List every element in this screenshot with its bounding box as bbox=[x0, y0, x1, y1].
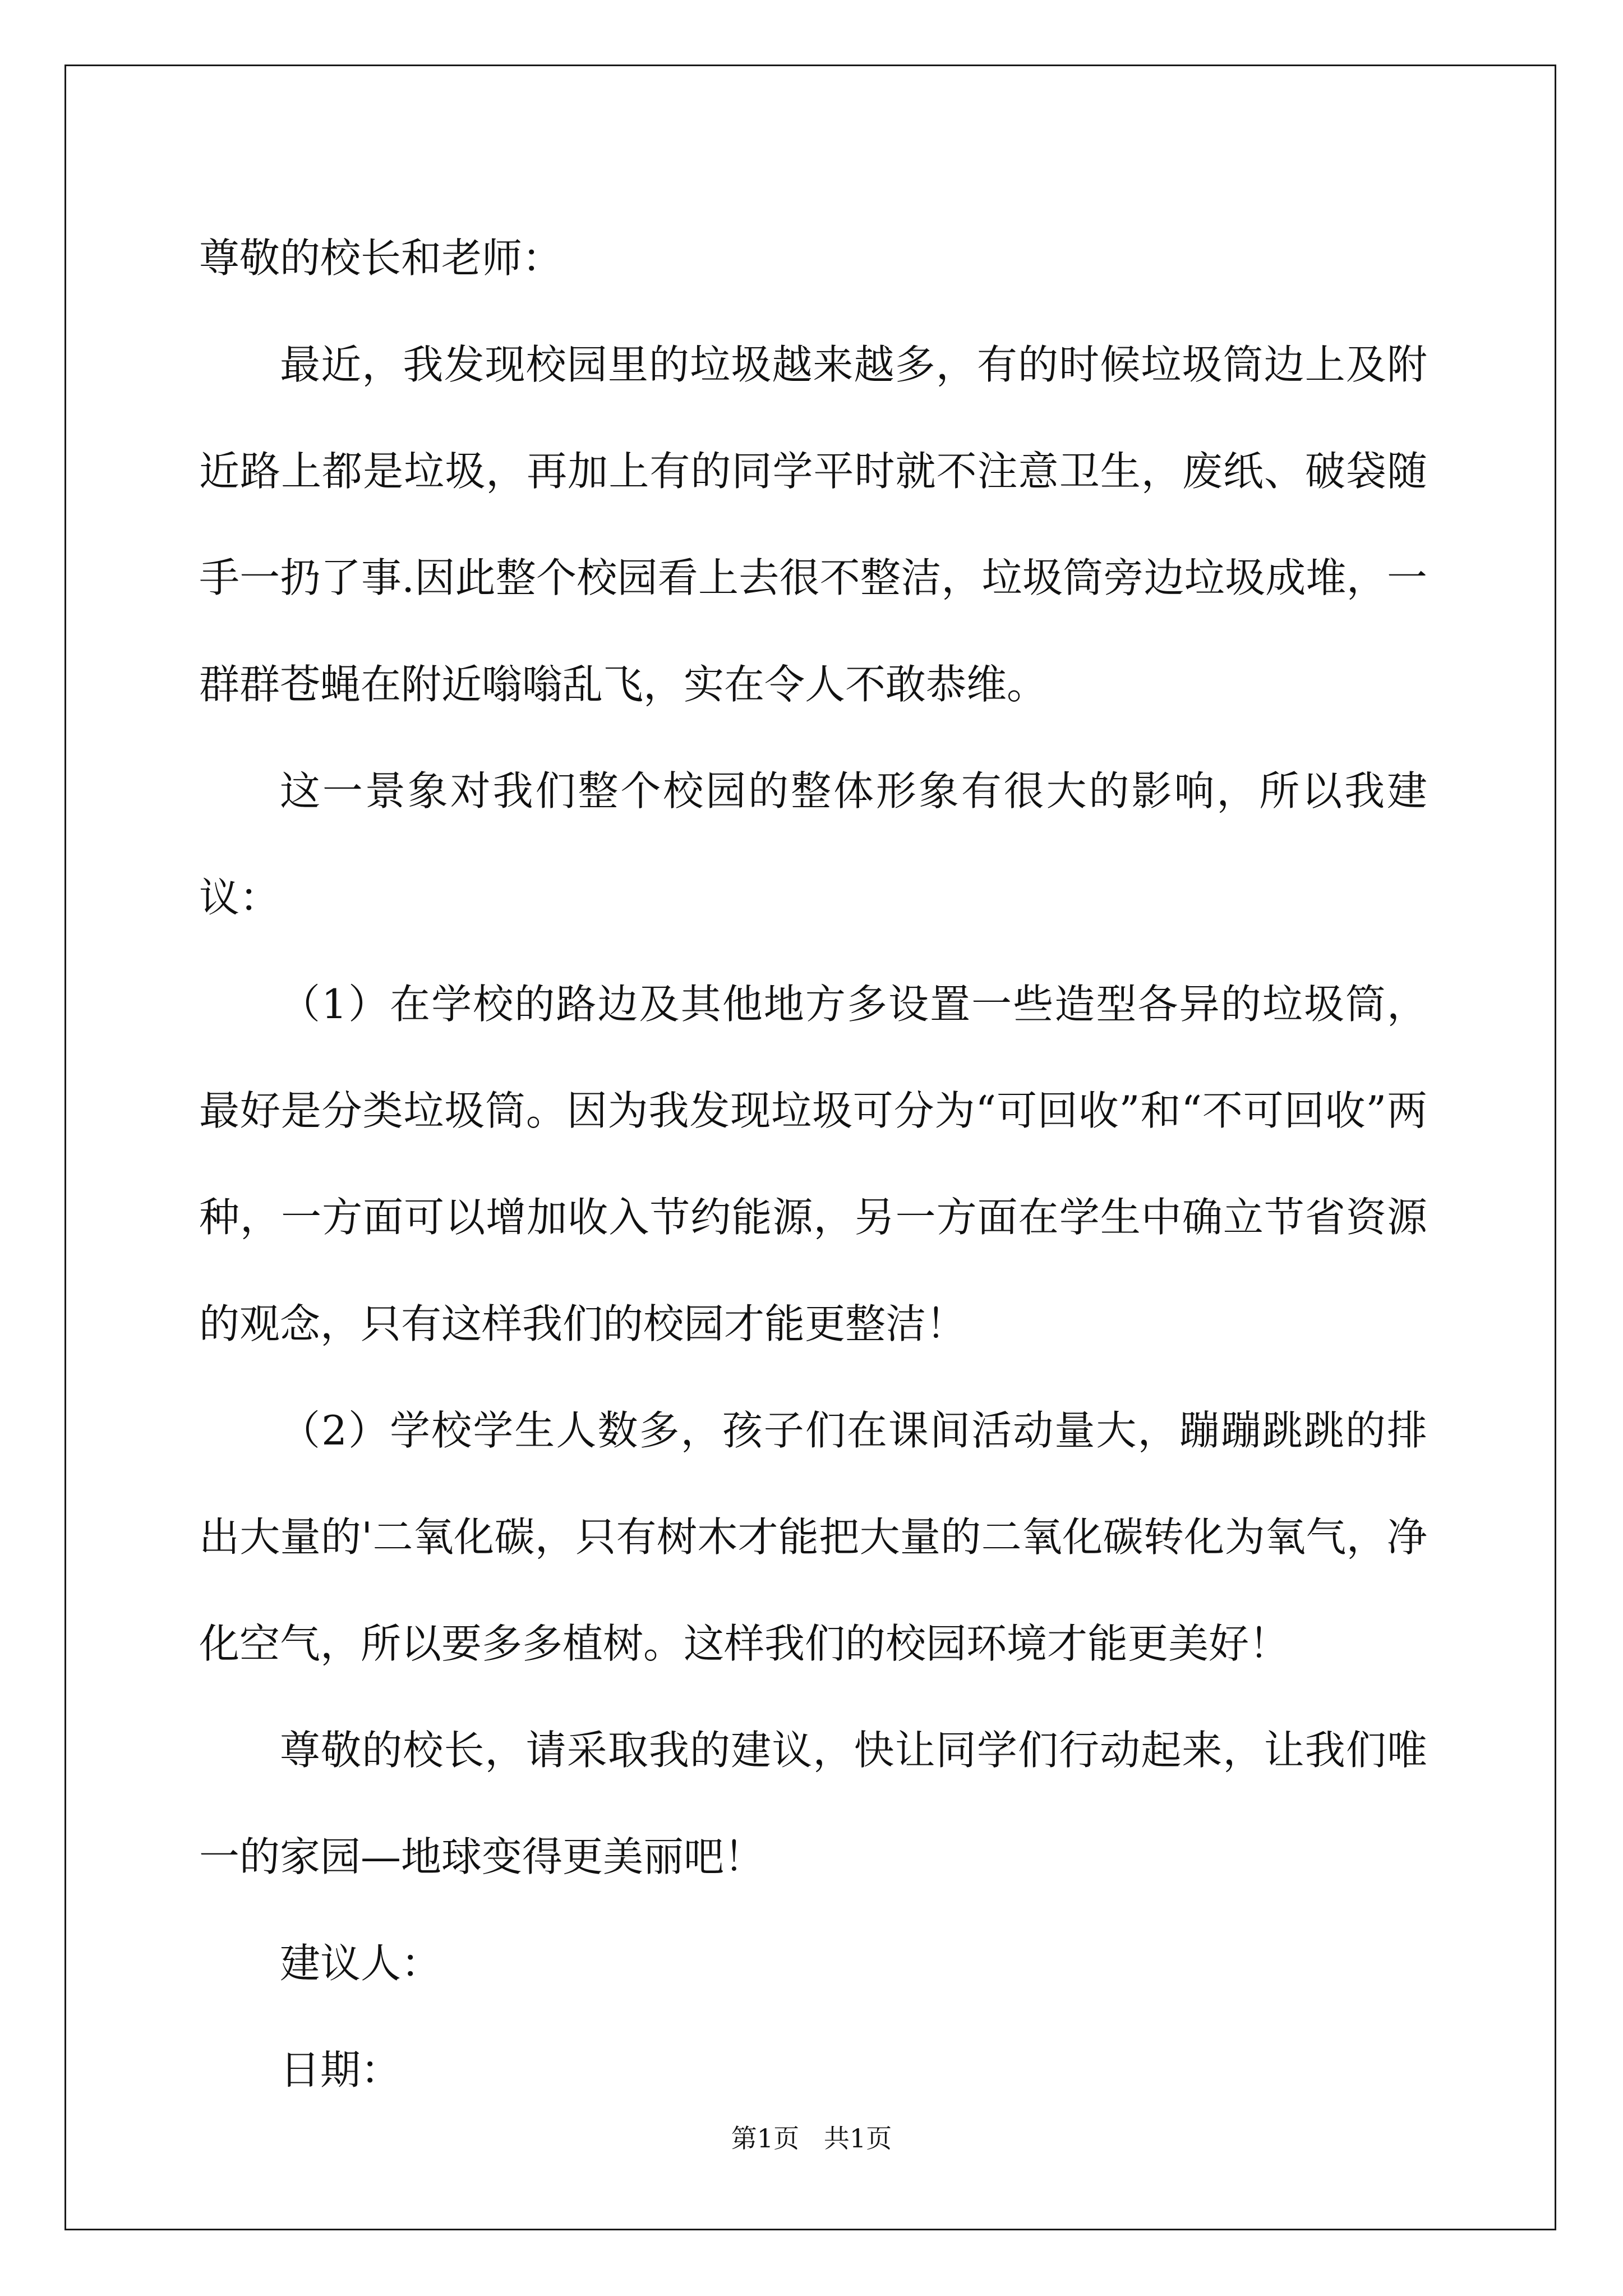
paragraph-observation: 最近，我发现校园里的垃圾越来越多，有的时候垃圾筒边上及附近路上都是垃圾，再加上有的同学平时就不注意卫生，废纸、破袋随手一扔了事.因此整个校园看上去很不整洁，垃圾筒旁边垃圾成堆，一群群苍蝇在附近嗡嗡乱飞，实在令人不敢恭维。 bbox=[199, 341, 1427, 708]
paragraph-closing: 尊敬的校长，请采取我的建议，快让同学们行动起来，让我们唯一的家园—地球变得更美丽吧！ bbox=[199, 1727, 1427, 1880]
date-line: 日期： bbox=[280, 2046, 402, 2093]
salutation: 尊敬的校长和老师： bbox=[199, 234, 563, 282]
page-number-footer: 第1页 共1页 bbox=[731, 2123, 892, 2154]
proposer-line: 建议人： bbox=[280, 1940, 442, 1987]
letter-body bbox=[199, 205, 1427, 2123]
paragraph-suggestion-1: （1）在学校的路边及其他地方多设置一些造型各异的垃圾筒，最好是分类垃圾筒。因为我发现垃圾可分为“可回收”和“不可回收”两种，一方面可以增加收入节约能源，另一方面在学生中确立节省资源的观念，只有这样我们的校园才能更整洁！ bbox=[199, 981, 1427, 1347]
paragraph-suggestion-2: （2）学校学生人数多，孩子们在课间活动量大，蹦蹦跳跳的排出大量的'二氧化碳，只有树木才能把大量的二氧化碳转化为氧气，净化空气，所以要多多植树。这样我们的校园环境才能更美好！ bbox=[199, 1407, 1427, 1667]
paragraph-proposal-intro: 这一景象对我们整个校园的整体形象有很大的影响，所以我建议： bbox=[199, 767, 1427, 921]
